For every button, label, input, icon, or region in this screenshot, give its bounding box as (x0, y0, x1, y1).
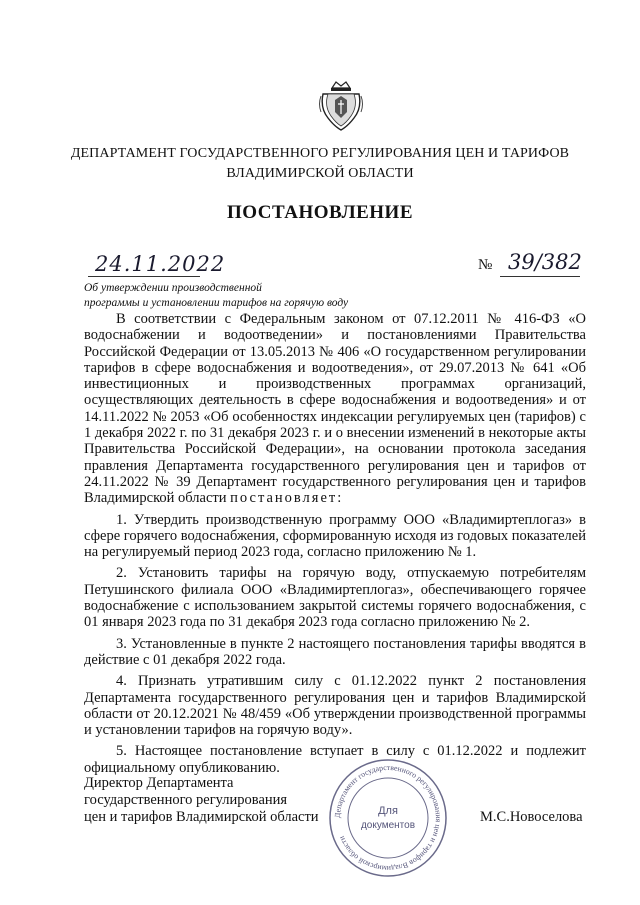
decides-word: постановляет: (230, 490, 344, 507)
item-5: 5. Настоящее постановление вступает в силу с 01.12.2022 и подлежит официальному опубликованию. (84, 743, 586, 776)
subject-line1: Об утверждении производственной (84, 282, 262, 294)
item-1: 1. Утвердить производственную программу ООО «Владимиртеплогаз» в сфере горячего водоснабжения, сформированную исходя из годовых показателей на регулируемый период 2023 года, согласно приложению № 1. (84, 511, 586, 561)
signer-position-line2: государственного регулирования (84, 792, 288, 808)
coat-of-arms-icon (318, 78, 364, 132)
department-name-line1: ДЕПАРТАМЕНТ ГОСУДАРСТВЕННОГО РЕГУЛИРОВАНИЯ ЦЕН И ТАРИФОВ (70, 146, 570, 161)
signer-position-line3: цен и тарифов Владимирской области (84, 809, 319, 825)
date-underline (88, 276, 200, 277)
preamble-paragraph (84, 311, 586, 507)
stamp-ring-text: Департамент государственного регулирования цен и тарифов Владимирской области (332, 762, 444, 874)
document-number: 39/382 (508, 250, 582, 274)
subject-line2: программы и установлении тарифов на горячую воду (84, 297, 349, 309)
stamp-center-line1: Для (378, 805, 398, 817)
item-3: 3. Установленные в пункте 2 настоящего постановления тарифы вводятся в действие с 01 декабря 2022 года. (84, 635, 586, 668)
document-date: 24.11.2022 (95, 252, 226, 276)
svg-text:Департамент государственного р (333, 763, 443, 873)
document-title: ПОСТАНОВЛЕНИЕ (226, 202, 414, 223)
number-label: № (478, 257, 493, 273)
signer-name: М.С.Новоселова (480, 809, 583, 825)
preamble-text: В соответствии с Федеральным законом от 07.12.2011 № 416-ФЗ «О водоснабжении и водоотведении» и постановлениями Правительства Российской Федерации от 13.05.2013 № 406 «О государственном регулировании тарифов в сфере водоснабжения и водоотведения», от 29.07.2013 № 641 «Об инвестиционных и производственных программах организаций, осуществляющих деятельность в сфере водоснабжения и водоотведения» и от 14.11.2022 № 2053 «Об особенностях индексации регулируемых цен (тарифов) с 1 декабря 2022 г. по 31 декабря 2023 г. и о внесении изменений в некоторые акты Правительства Российской Федерации», на основании протокола заседания правления Департамента государственного регулирования цен и тарифов от 24.11.2022 № 39 Департамент государственного регулирования цен и тарифов Владимирской области (84, 311, 586, 507)
stamp-center-line2: документов (360, 820, 416, 831)
signer-position-line1: Директор Департамента (84, 775, 234, 791)
department-name-line2: ВЛАДИМИРСКОЙ ОБЛАСТИ (226, 166, 414, 181)
document-body (84, 311, 586, 781)
number-underline (500, 276, 580, 277)
official-stamp (326, 756, 450, 880)
item-4: 4. Признать утратившим силу с 01.12.2022 пункт 2 постановления Департамента государственного регулирования цен и тарифов Владимирской области от 20.12.2021 № 48/459 «Об утверждении производственной программы и установлении тарифов на горячую воду». (84, 673, 586, 739)
signer-position (84, 775, 319, 826)
document-subject (84, 281, 348, 311)
item-2: 2. Установить тарифы на горячую воду, отпускаемую потребителям Петушинского филиала ООО «Владимиртеплогаз», обеспечивающего горячее водоснабжение с использованием закрытой системы горячего водоснабжения, с 01 января 2023 года по 31 декабря 2023 года согласно приложению № 2. (84, 565, 586, 631)
